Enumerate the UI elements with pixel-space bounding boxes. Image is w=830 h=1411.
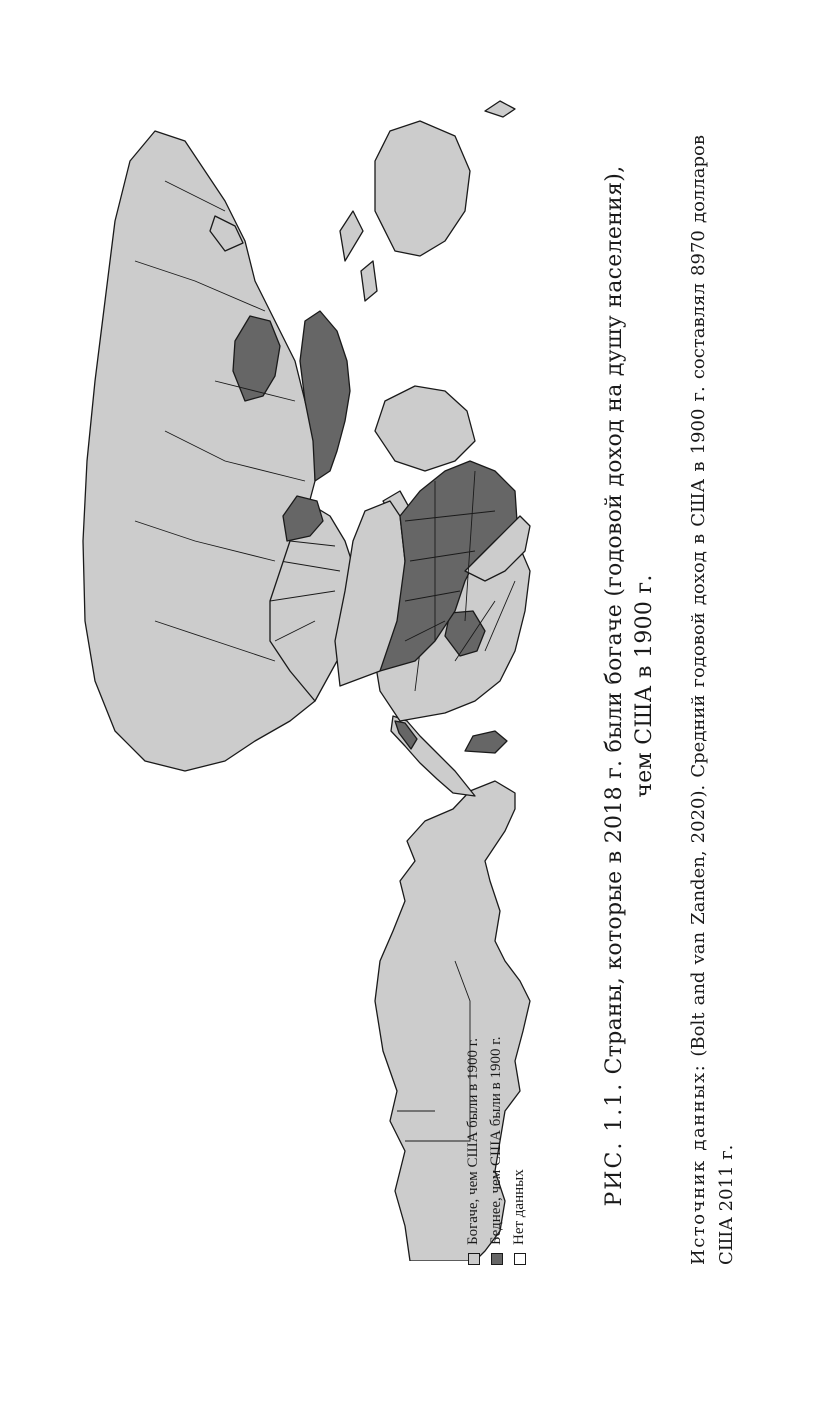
legend-label-richer: Богаче, чем США были в 1900 г.	[465, 1038, 481, 1245]
figure-caption-text: Страны, которые в 2018 г. были богаче (годовой доход на душу населения), чем США в 1900 г.	[602, 165, 657, 1075]
legend-label-no-data: Нет данных	[511, 1169, 527, 1245]
new-zealand	[485, 101, 515, 117]
legend-swatch-poorer	[491, 1253, 503, 1265]
indonesia	[340, 211, 377, 301]
legend-item-poorer	[485, 1037, 508, 1265]
australia	[375, 121, 470, 256]
source-label: Источник данных:	[688, 1063, 709, 1265]
data-source-note	[685, 135, 741, 1265]
map-legend	[462, 1037, 531, 1265]
legend-swatch-no-data	[514, 1253, 526, 1265]
source-text: (Bolt and van Zanden, 2020). Средний годовой доход в США в 1900 г. составлял 8970 долларов США 2011 г.	[688, 134, 737, 1265]
asia	[83, 131, 315, 771]
greenland	[375, 386, 475, 471]
madagascar	[465, 731, 507, 753]
legend-item-richer	[462, 1037, 485, 1265]
legend-item-no-data	[508, 1037, 531, 1265]
figure-caption	[600, 161, 660, 1211]
legend-swatch-richer	[468, 1253, 480, 1265]
figure-number: РИС. 1.1.	[602, 1081, 627, 1207]
legend-label-poorer: Беднее, чем США были в 1900 г.	[488, 1036, 504, 1245]
